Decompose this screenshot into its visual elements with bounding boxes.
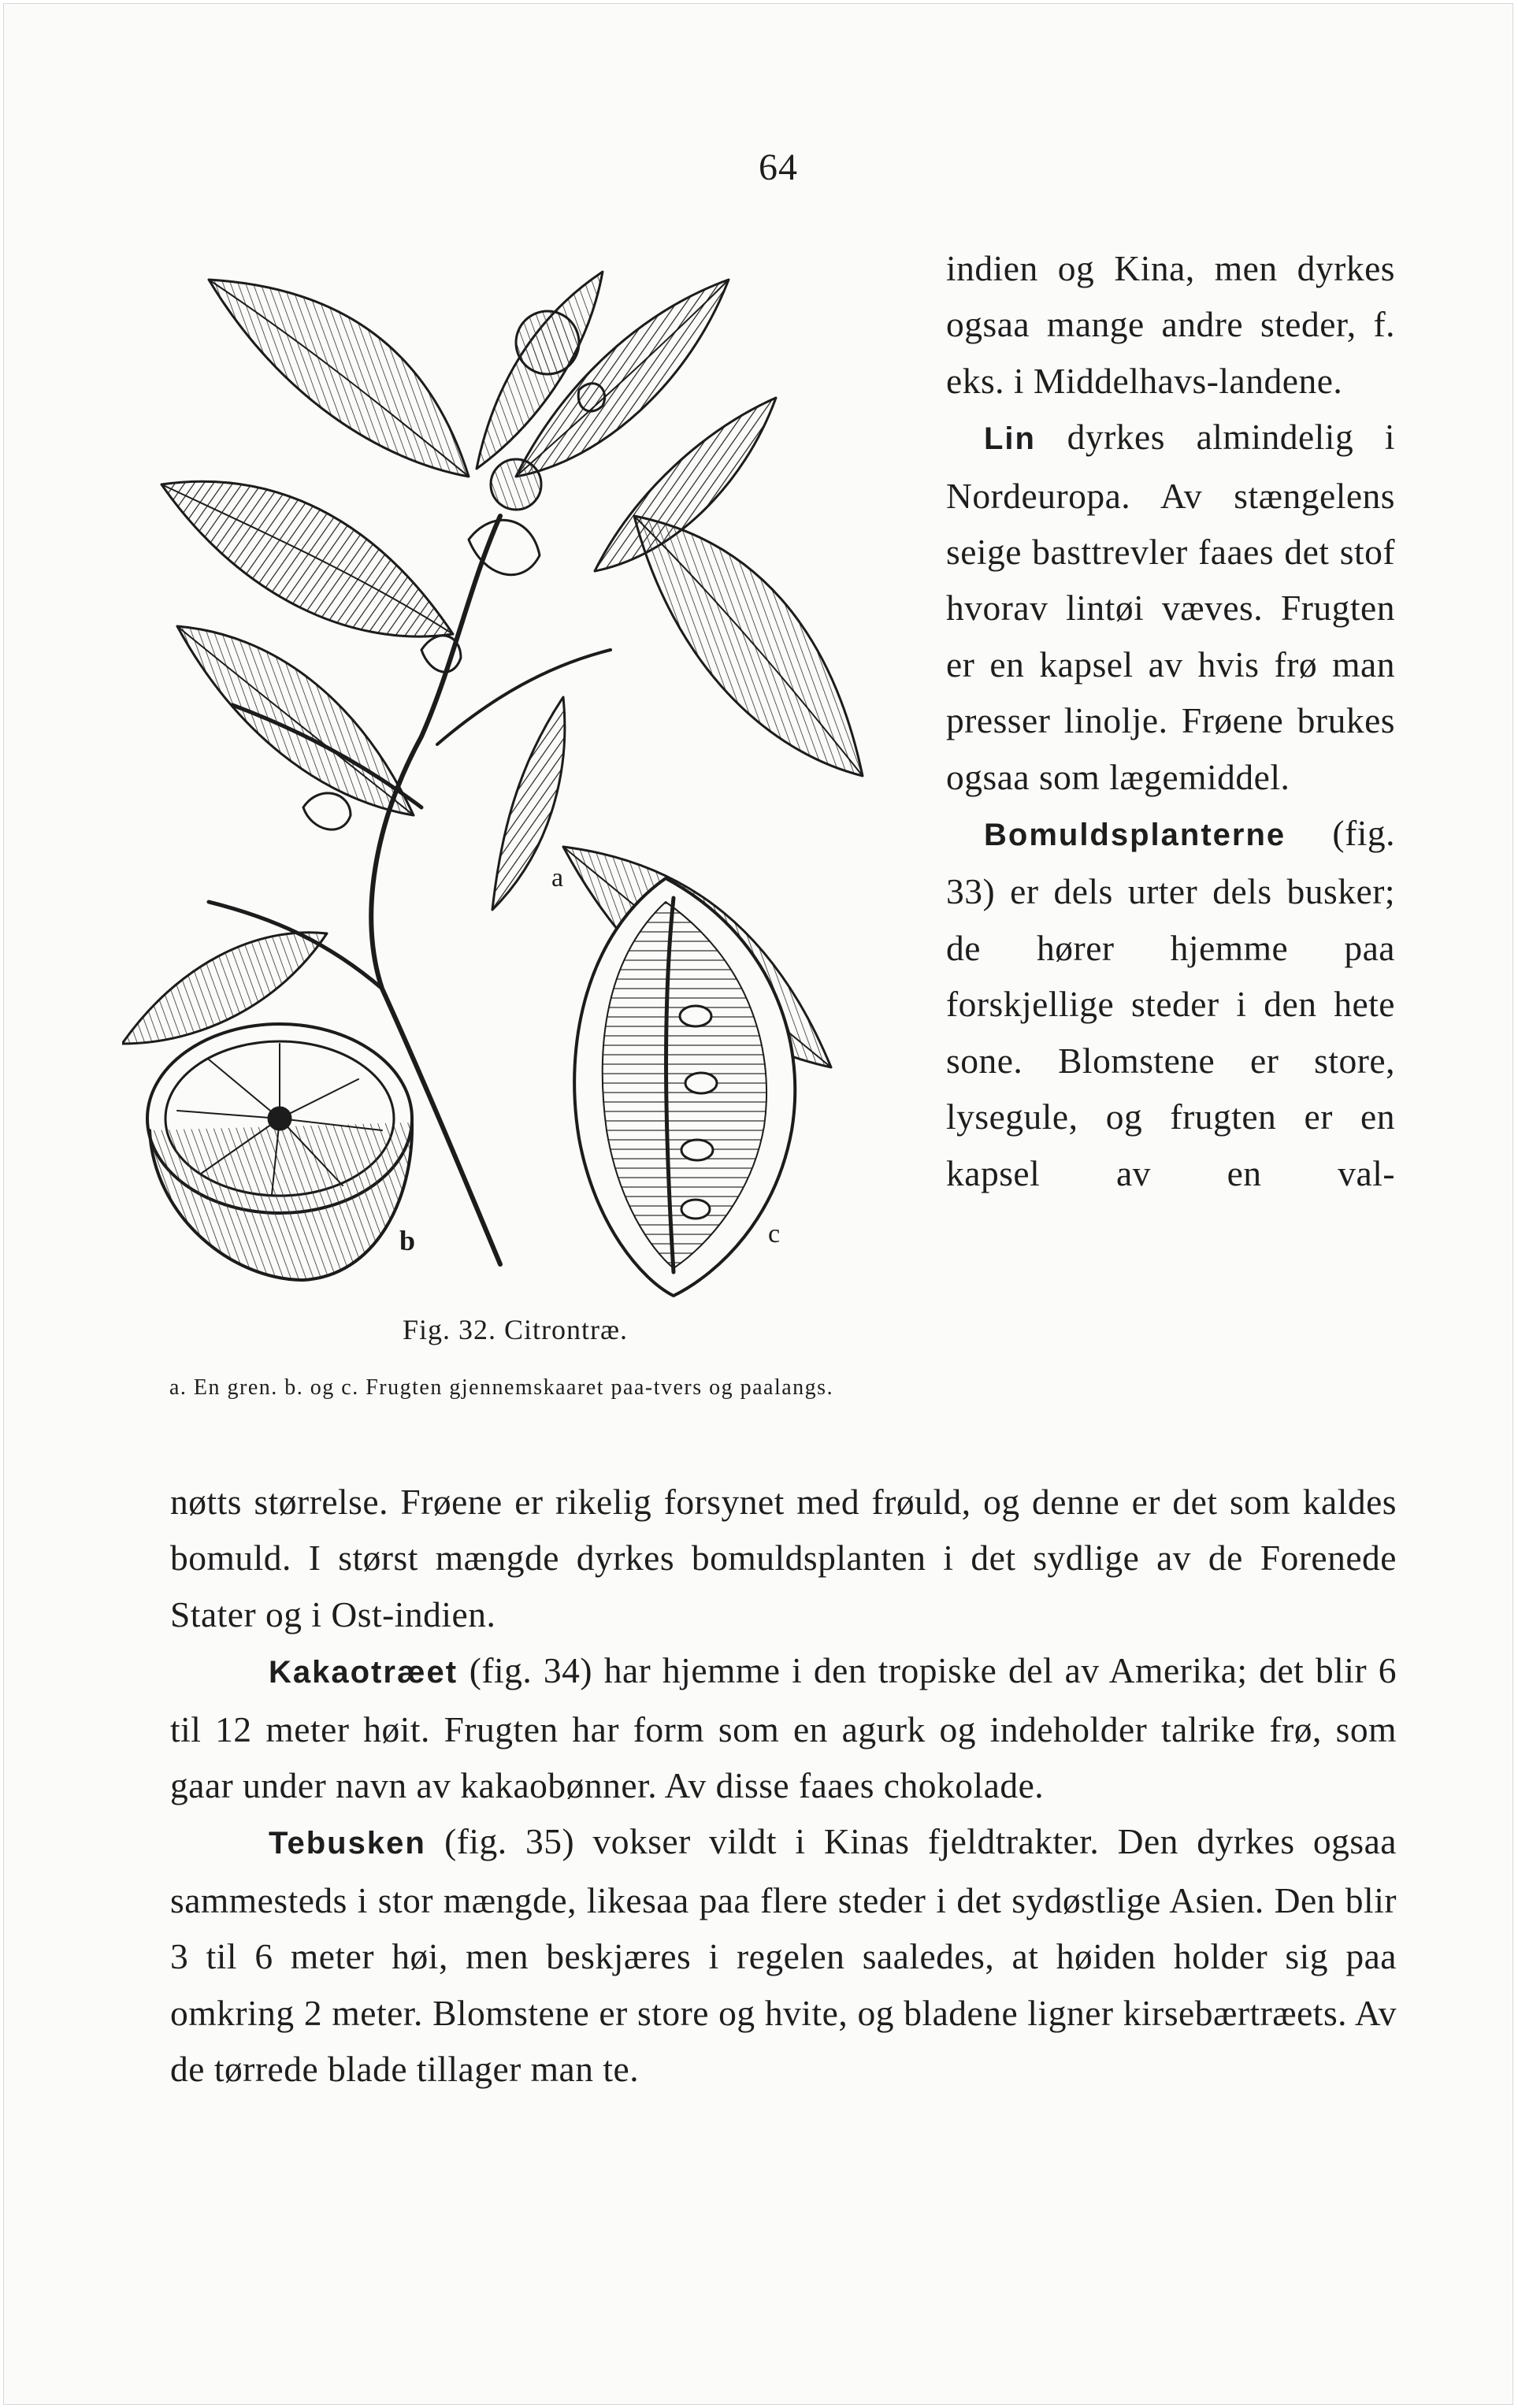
- paragraph-lin: [946, 409, 1395, 805]
- lemon-tree-drawing: [122, 256, 926, 1304]
- right-column-text: [946, 240, 1395, 1201]
- paragraph-bomuld-continued: nøtts størrelse. Frøene er rikelig forsynet med frøuld, og denne er det som kaldes bomuld. I størst mængde dyrkes bomuldsplanten i det sydlige av de Forenede Stater og i Ost-indien.: [170, 1482, 1397, 1634]
- paragraph-bomuld-text: (fig. 33) er dels urter dels busker; de hører hjemme paa forskjellige steder i den hete sone. Blomstene er store, lysegule, og frugten er en kapsel av en val-: [946, 813, 1395, 1193]
- paragraph-bomuld: [946, 805, 1395, 1201]
- leaf: [209, 280, 469, 477]
- label-a: a: [551, 863, 564, 892]
- paragraph-tebusken: [170, 1813, 1397, 2097]
- paragraph-continued: indien og Kina, men dyrkes ogsaa mange andre steder, f. eks. i Middelhavs-landene.: [946, 248, 1395, 401]
- flower-bud: [421, 636, 461, 672]
- paragraph-tebusken-text: (fig. 35) vokser vildt i Kinas fjeldtrakter. Den dyrkes ogsaa sammesteds i stor mængde, likesaa paa flere steder i det sydøstlige Asien. Den blir 3 til 6 meter høi, men beskjæres i regelen saaledes, at høiden holder sig paa omkring 2 meter. Blomstene er store og hvite, og bladene ligner kirsebærtræets. Av de tørrede blade tillager man te.: [170, 1821, 1397, 2090]
- lemon-tree-illustration: [122, 256, 926, 1304]
- heading-lin: Lin: [984, 421, 1036, 457]
- paragraph-kakao-text: (fig. 34) har hjemme i den tropiske del av Amerika; det blir 6 til 12 meter høit. Frugten har form som en agurk og indeholder talrike frø, som gaar under navn av kakaobønner. Av disse faaes chokolade.: [170, 1650, 1397, 1806]
- heading-tebusken: Tebusken: [269, 1826, 426, 1861]
- figure-caption-title: Fig. 32. Citrontræ.: [403, 1314, 629, 1345]
- page-number: 64: [759, 147, 798, 188]
- heading-kakaotraeet: Kakaotræet: [269, 1655, 458, 1690]
- flower-bud: [303, 793, 351, 829]
- figure-caption-description: a. En gren. b. og c. Frugten gjennemskaaret paa-tvers og paalangs.: [169, 1375, 834, 1400]
- lengthwise-lemon: [574, 878, 795, 1296]
- full-width-text: [170, 1474, 1397, 2097]
- paragraph-lin-text: dyrkes almindelig i Nordeuropa. Av stængelens seige basttrevler faaes det stof hvorav lintøi væves. Frugten er en kapsel av hvis frø man presser linolje. Frøene brukes ogsaa som lægemiddel.: [946, 417, 1395, 797]
- blossom: [491, 459, 541, 510]
- leaf: [634, 516, 863, 776]
- heading-bomuldsplanterne: Bomuldsplanterne: [984, 818, 1286, 853]
- page-sheet: [3, 3, 1513, 2405]
- paragraph-kakao: [170, 1642, 1397, 1813]
- label-b: b: [399, 1225, 416, 1256]
- blossom: [516, 311, 579, 374]
- label-c: c: [768, 1219, 781, 1249]
- halved-lemon: [147, 1024, 412, 1280]
